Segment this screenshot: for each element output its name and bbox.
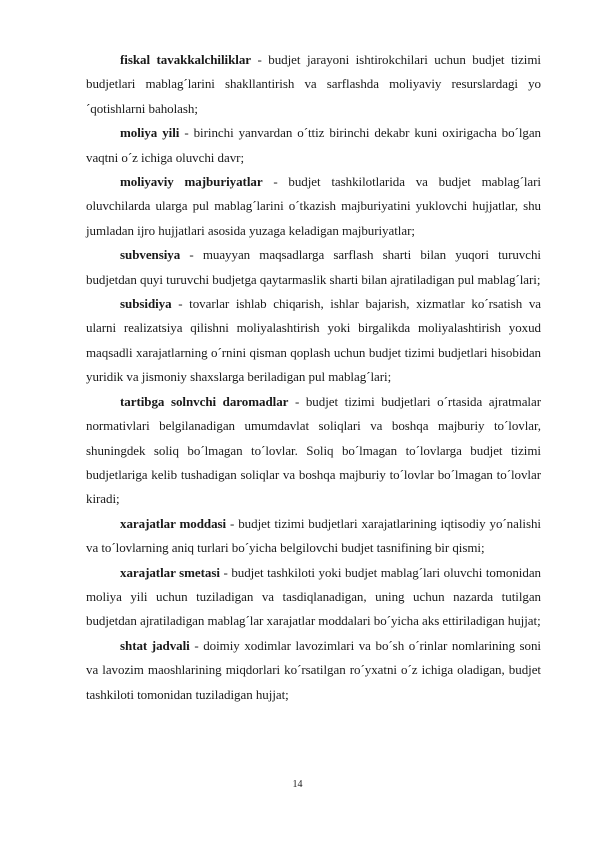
definition-text: - budjet tashkiloti yoki budjet mablag´lari oluvchi tomonidan moliya yili uchun tuziladigan va tasdiqlanadigan, uning uchun nazarda tutilgan budjetdan ajratiladigan mablag´lar xarajatlar moddalari bo´yicha aks ettiriladigan hujjat;: [86, 564, 541, 629]
definition-entry-xarajatlar-smetasi: [86, 561, 541, 634]
term: moliya yili: [120, 125, 180, 141]
definition-text: - budjet tizimi budjetlari xarajatlarining iqtisodiy yo´nalishi va to´lovlarning aniq turlari bo´yicha belgilovchi budjet tasnifining bir qismi;: [86, 515, 541, 556]
definition-entry-shtat-jadvali: [86, 634, 541, 707]
definition-entry-subsidiya: [86, 292, 541, 390]
term: xarajatlar moddasi: [120, 515, 227, 531]
page-number: 14: [292, 779, 303, 790]
definition-entry-tartibga-soluvchi-daromadlar: [86, 390, 541, 512]
definition-text: - muayyan maqsadlarga sarflash sharti bilan yuqori turuvchi budjetdan quyi turuvchi budjetga qaytarmaslik sharti bilan ajratiladigan pul mablag´lari;: [86, 247, 541, 287]
definition-text: - budjet jarayoni ishtirokchilari uchun budjet tizimi budjetlari mablag´larini shakllantirish va sarflashda moliyaviy resurslardagi yo´qotishlarni baholash;: [86, 52, 541, 116]
definition-text: - budjet tashkilotlarida va budjet mablag´lari oluvchilarda ularga pul mablag´larini o´tkazish majburiyatini yuklovchi hujjatlar, shu jumladan ijro hujjatlari asosida yuzaga keladigan majburiyatlar;: [86, 174, 541, 238]
definition-entry-moliya-yili: [86, 121, 541, 170]
term: subvensiya: [120, 247, 181, 263]
document-body: [86, 48, 541, 707]
definition-entry-fiskal-tavakkalchiliklar: [86, 48, 541, 121]
term: fiskal tavakkalchiliklar: [120, 52, 252, 67]
term: subsidiya: [120, 296, 172, 312]
definition-text: - birinchi yanvardan o´ttiz birinchi dekabr kuni oxirigacha bo´lgan vaqtni o´z ichiga oluvchi davr;: [86, 125, 541, 165]
term: shtat jadvali: [120, 637, 190, 653]
definition-entry-subvensiya: [86, 243, 541, 292]
term: moliyaviy majburiyatlar: [120, 174, 263, 190]
term: tartibga solnvchi daromadlar: [120, 393, 289, 409]
term: xarajatlar smetasi: [120, 564, 220, 580]
definition-text: - tovarlar ishlab chiqarish, ishlar bajarish, xizmatlar ko´rsatish va ularni realizatsiya qilishni moliyalashtirish yoki birgalikda moliyalashtirish yoxud maqsadli xarajatlarning o´rnini qisman qoplash uchun budjet tizimi budjetlari hisobidan yuridik va jismoniy shaxslarga beriladigan pul mablag´lari;: [86, 296, 541, 385]
definition-entry-moliyaviy-majburiyatlar: [86, 170, 541, 243]
definition-text: - doimiy xodimlar lavozimlari va bo´sh o´rinlar nomlarining soni va lavozim maoshlarining miqdorlari ko´rsatilgan ro´yxatni o´z ichiga oladigan, budjet tashkiloti tomonidan tuziladigan hujjat;: [86, 637, 541, 702]
definition-entry-xarajatlar-moddasi: [86, 512, 541, 561]
definition-text: - budjet tizimi budjetlari o´rtasida ajratmalar normativlari belgilanadigan umumdavlat soliqlari va boshqa majburiy to´lovlar, shuningdek soliq bo´lmagan to´lovlar. Soliq bo´lmagan to´lovlarga budjet tizimi budjetlariga kelib tushadigan soliqlar va boshqa majburiy to´lovlar bo´lmagan to´lovlar kiradi;: [86, 393, 541, 507]
